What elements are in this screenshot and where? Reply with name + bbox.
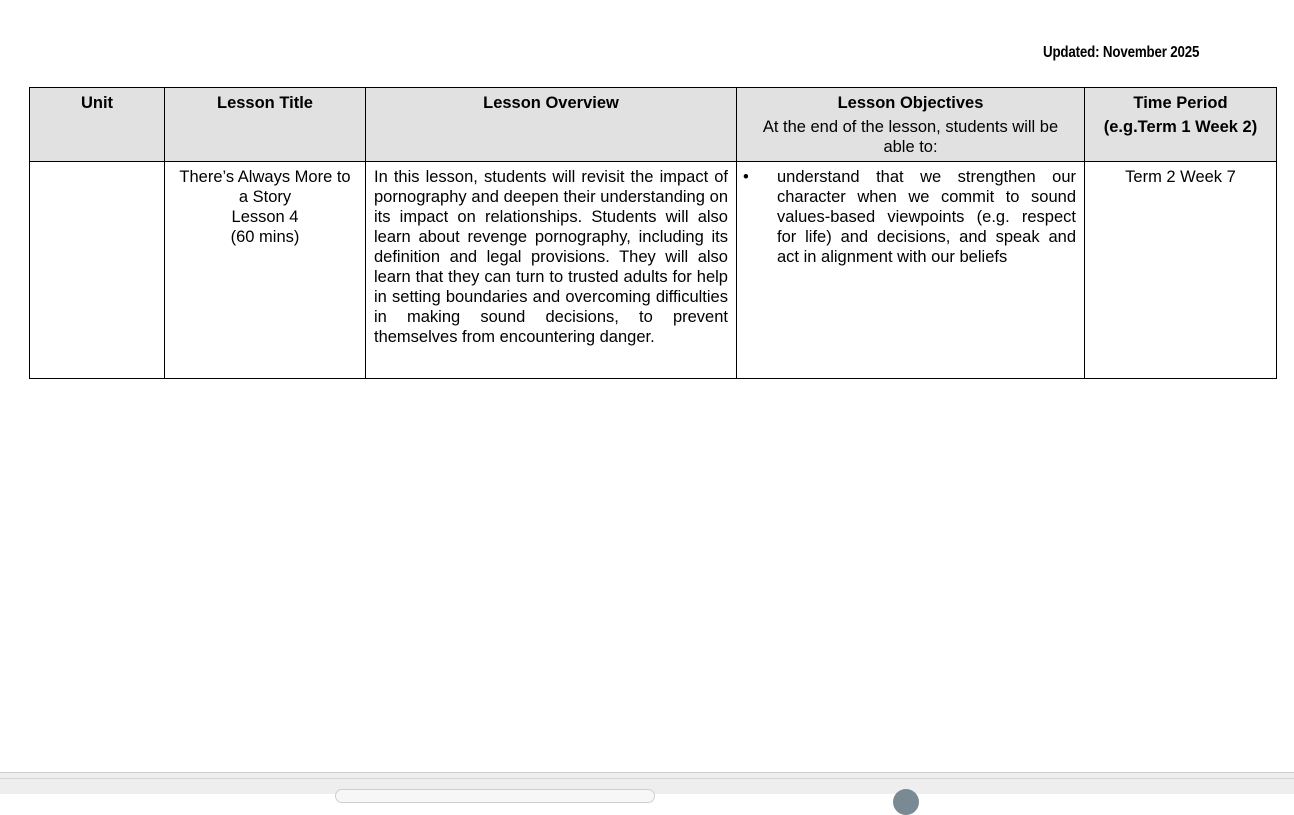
column-header-lesson-title-label: Lesson Title <box>217 94 313 112</box>
lesson-number: Lesson 4 <box>231 208 299 226</box>
lesson-objectives-cell <box>737 162 1085 379</box>
column-header-unit <box>30 88 165 162</box>
lesson-title: There’s Always More to a Story <box>179 168 351 206</box>
unit-cell <box>30 162 165 379</box>
column-header-time-period <box>1085 88 1277 162</box>
column-header-lesson-title <box>165 88 366 162</box>
column-header-lesson-overview-label: Lesson Overview <box>483 94 619 112</box>
updated-date: Updated: November 2025 <box>1043 44 1200 61</box>
viewer-bottom-toolbar <box>0 772 1294 794</box>
column-header-time-period-label: Time Period <box>1133 94 1228 112</box>
objectives-list <box>745 167 1076 267</box>
lesson-title-cell <box>165 162 366 379</box>
column-header-lesson-objectives-subtitle: At the end of the lesson, students will be able to: <box>762 118 1059 156</box>
toolbar-divider <box>0 778 1294 779</box>
time-period-cell: Term 2 Week 7 <box>1085 162 1277 379</box>
column-header-lesson-objectives <box>737 88 1085 162</box>
objective-text: understand that we strengthen our character when we commit to sound values-based viewpoints (e.g. respect for life) and decisions, and speak and act in alignment with our beliefs <box>777 168 1076 266</box>
page-navigation-control[interactable] <box>335 789 655 803</box>
column-header-lesson-objectives-label: Lesson Objectives <box>837 94 984 112</box>
table-header-row <box>30 88 1277 162</box>
objective-item <box>743 167 1076 267</box>
column-header-lesson-overview <box>366 88 737 162</box>
table-row <box>30 162 1277 379</box>
lesson-plan-table <box>29 87 1277 379</box>
bullet-icon: • <box>743 168 749 186</box>
lesson-overview-cell: In this lesson, students will revisit the impact of pornography and deepen their understanding on its impact on relationships. Students will also learn about revenge pornography, including its definition and legal provisions. They will also learn that they can turn to trusted adults for help in setting boundaries and overcoming difficulties in making sound decisions, to prevent themselves from encountering danger. <box>366 162 737 379</box>
column-header-time-period-example: (e.g.Term 1 Week 2) <box>1103 118 1258 136</box>
lesson-duration: (60 mins) <box>230 228 300 246</box>
column-header-unit-label: Unit <box>80 94 114 112</box>
